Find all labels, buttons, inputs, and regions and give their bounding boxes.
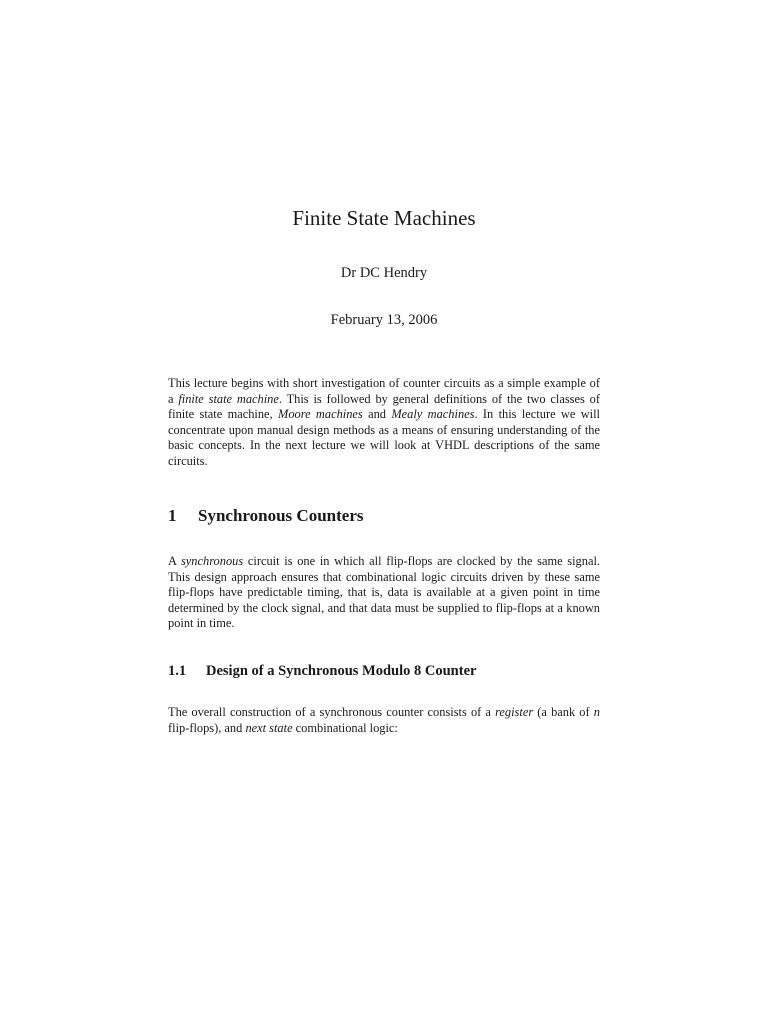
subsection-text-4: combinational logic:: [292, 720, 398, 735]
subsection-number: 1.1: [168, 663, 187, 679]
subsection-text-2: (a bank of: [533, 705, 594, 719]
section-title: Synchronous Counters: [198, 506, 364, 525]
subsection-text-1: The overall construction of a synchronous counter consists of a: [168, 705, 496, 719]
abstract-emphasis-mealy: Mealy machines: [391, 407, 475, 421]
abstract-text-2: . This is followed by general definitions of the two classes of finite state machine,: [168, 391, 600, 421]
section-text-2: circuit is one in which all flip-flops are clocked by the same signal. This design approach ensures that combinational logic circuits driven by these same flip-flops have predictable timing, that is, data is available at a given point in time determined by the clock signal, and that data must be supplied to flip-flops at a known point in time.: [168, 554, 600, 630]
subsection-text-3: flip-flops), and: [168, 720, 246, 735]
subsection-title: Design of a Synchronous Modulo 8 Counter: [206, 663, 477, 679]
abstract-paragraph: [168, 376, 600, 469]
document-title: Finite State Machines: [292, 206, 476, 230]
abstract-emphasis-fsm: finite state machine: [178, 391, 279, 406]
subsection-emphasis-register: register: [495, 705, 534, 719]
subsection-emphasis-next-state: next state: [245, 720, 293, 735]
section-number: 1: [168, 506, 177, 525]
abstract-text-3: and: [362, 407, 392, 421]
document-date: February 13, 2006: [330, 312, 438, 328]
document-author: Dr DC Hendry: [340, 265, 428, 281]
abstract-text-4: . In this lecture we will concentrate upon manual design methods as a means of ensuring understanding of the basic concepts. In the next lecture we will look at VHDL descriptions of the same circuits.: [168, 407, 601, 468]
subsection-paragraph: [168, 705, 600, 736]
subsection-heading: [168, 663, 476, 680]
subsection-emphasis-n: n: [593, 705, 600, 719]
section-text-1: A: [168, 554, 181, 568]
abstract-emphasis-moore: Moore machines: [278, 407, 363, 421]
abstract-text-1: This lecture begins with short investigation of counter circuits as a simple example of a: [168, 376, 600, 406]
section-heading: [168, 506, 363, 526]
section-emphasis-synchronous: synchronous: [180, 554, 244, 568]
section-paragraph: [168, 554, 600, 632]
